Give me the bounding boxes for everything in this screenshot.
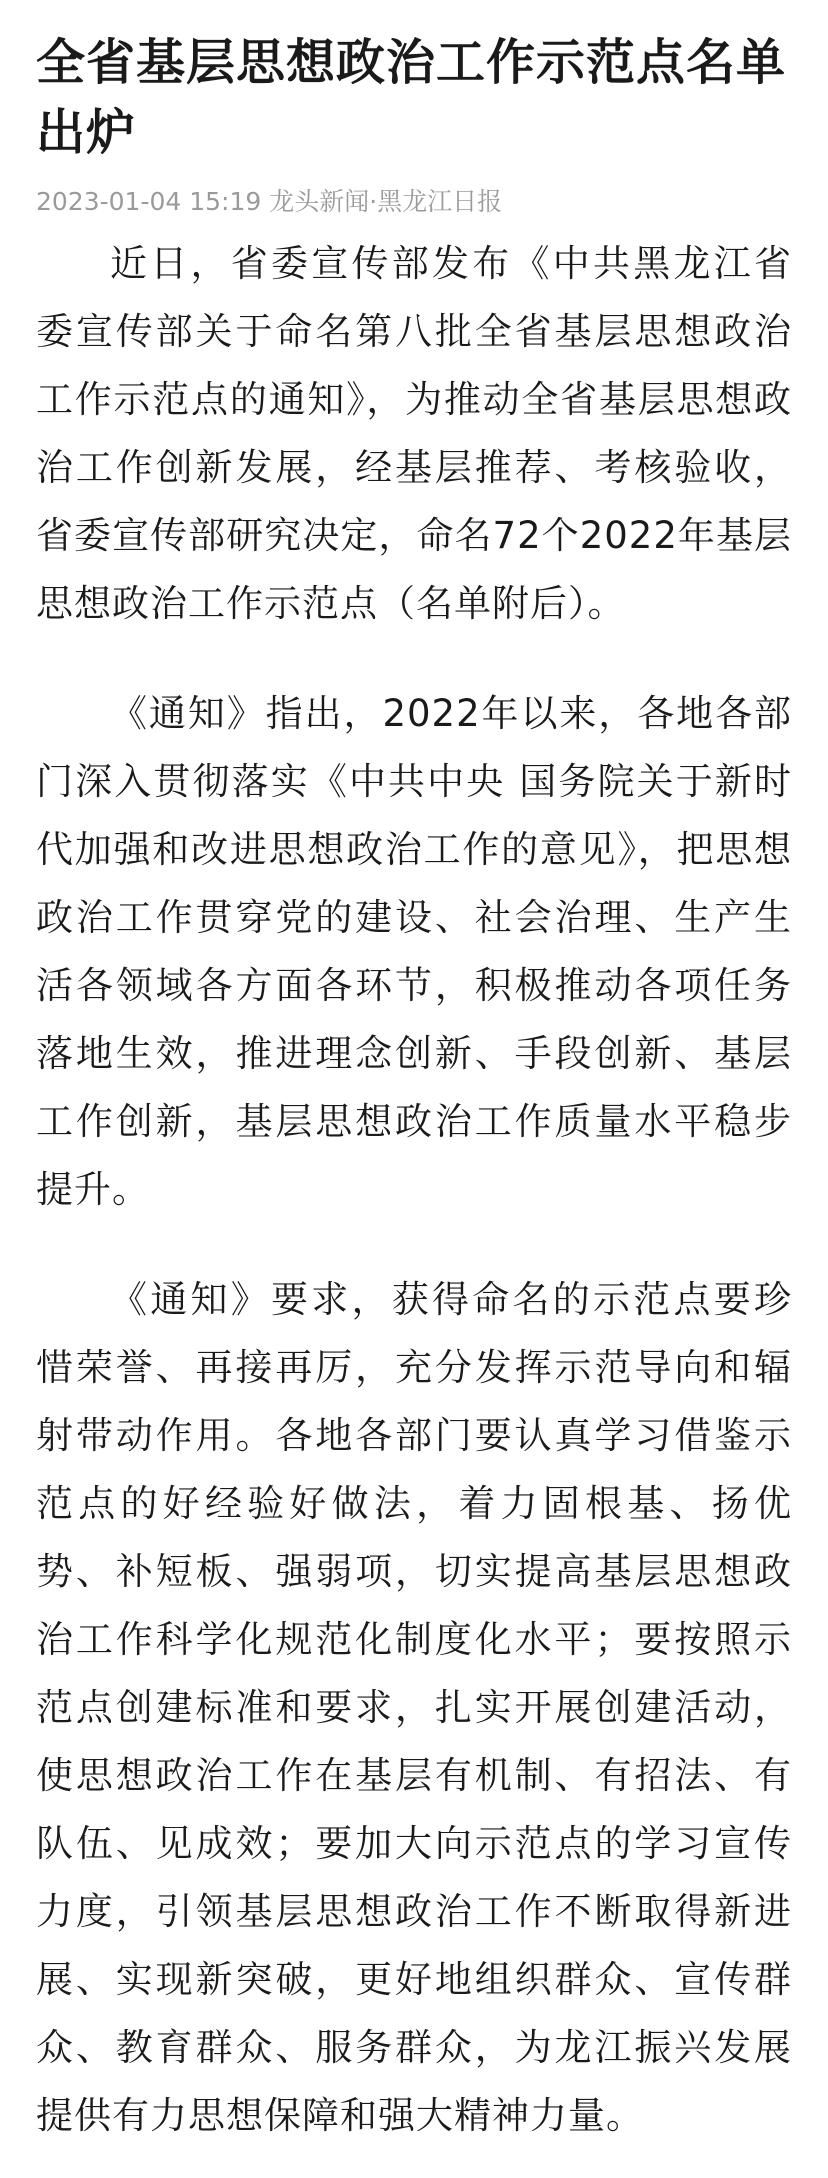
paragraph: 近日，省委宣传部发布《中共黑龙江省委宣传部关于命名第八批全省基层思想政治工作示范点的通知》，为推动全省基层思想政治工作创新发展，经基层推荐、考核验收，省委宣传部研究决定，命名72个2022年基层思想政治工作示范点（名单附后）。 — [36, 242, 792, 625]
article-meta — [36, 186, 792, 218]
article-source: 龙头新闻·黑龙江日报 — [269, 187, 503, 216]
paragraph: 《通知》指出，2022年以来，各地各部门深入贯彻落实《中共中央 国务院关于新时代加强和改进思想政治工作的意见》，把思想政治工作贯穿党的建设、社会治理、生产生活各领域各方面各环节，积极推动各项任务落地生效，推进理念创新、手段创新、基层工作创新，基层思想政治工作质量水平稳步提升。 — [36, 692, 792, 1211]
article-body — [36, 230, 792, 2150]
paragraph: 《通知》要求，获得命名的示范点要珍惜荣誉、再接再厉，充分发挥示范导向和辐射带动作用。各地各部门要认真学习借鉴示范点的好经验好做法，着力固根基、扬优势、补短板、强弱项，切实提高基层思想政治工作科学化规范化制度化水平；要按照示范点创建标准和要求，扎实开展创建活动，使思想政治工作在基层有机制、有招法、有队伍、见成效；要加大向示范点的学习宣传力度，引领基层思想政治工作不断取得新进展、实现新突破，更好地组织群众、宣传群众、教育群众、服务群众，为龙江振兴发展提供有力思想保障和强大精神力量。 — [36, 1278, 792, 2137]
publish-date: 2023-01-04 15:19 — [36, 187, 262, 216]
article-title: 全省基层思想政治工作示范点名单出炉 — [36, 34, 787, 161]
